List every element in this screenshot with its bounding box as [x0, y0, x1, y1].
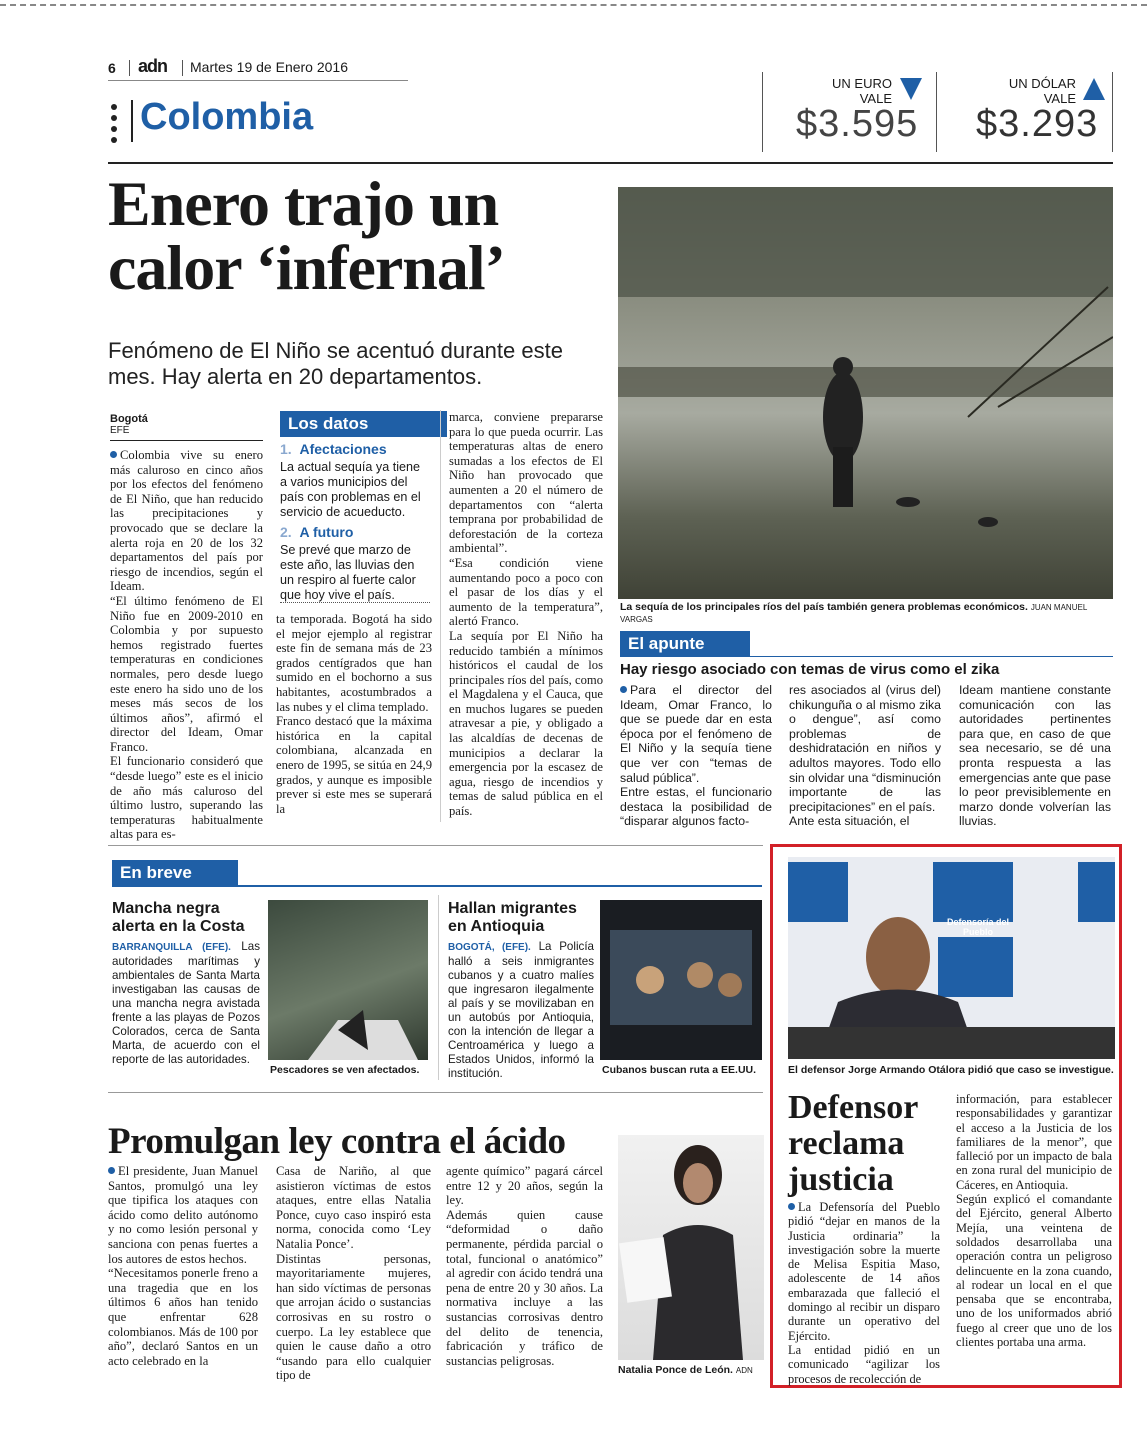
river-photo-scene — [618, 187, 1113, 599]
acido-headline: Promulgan ley contra el ácido — [108, 1121, 566, 1162]
page-number: 6 — [108, 60, 116, 76]
breve-2-headline: Hallan migrantes en Antioquia — [448, 900, 577, 935]
arrow-down-icon — [900, 78, 922, 100]
bullet-icon — [108, 1167, 115, 1174]
rule — [620, 656, 1113, 657]
defensor-photo — [788, 857, 1115, 1059]
press-conference-scene — [788, 857, 1115, 1059]
breve-2-text: BOGOTÁ, (EFE). La Policía halló a seis inmigrantes cubanos y a cuatro malíes que ingresaron ilegalmente al país y se movilizaban en un autobús por Antioquia, con la intención de llegar a Centroamérica y luego a Estados Unidos, informó la institución. — [448, 940, 594, 1080]
defensor-col-2: información, para establecer responsabilidades y garantizar el acceso a la Justicia de los familiares de la menor”, que falleció por un impacto de bala en zona rural del municipio de Cáceres, en Antioquia. Según explicó el comandante del Ejército, general Alberto Mejía, una veintena de soldados desarrollaba una operación contra un peligroso delincuente en la zona cuando, al rodear un local en el que pensaba que se encontraba, uno de los uniformados abrió fuego al creer que uno de los clientes portaba una arma. — [956, 1092, 1112, 1350]
divider — [936, 72, 937, 152]
defensor-col-1: La Defensoría del Pueblo pidió “dejar en manos de la Justicia ordinaria” la investigación sobre la muerte de Melisa Espitia Maso, adolescente de 14 años embarazada que falleció el domingo al recibir un disparo durante un operativo del Ejército. La entidad pidió en un comunicado “agilizar los procesos de recolección de — [788, 1200, 940, 1386]
apunte-col-1: Para el director del Ideam, Omar Franco, lo que se puede dar en esta época por el fenómeno de El Niño y la sequía tiene que ver con “temas de salud pública”. Entre estas, el funcionario destaca la posibilidad de “disparar algunos facto- — [620, 683, 772, 829]
rule — [112, 885, 762, 887]
main-col-1: Colombia vive su enero más caluroso en cinco años por los efectos del fenómeno de El Niño, que han reducido las precipitaciones y provocado que se declare la alerta roja en 20 de los 32 departamentos del país por riesgo de incendios, según el Ideam. “El último fenómeno de El Niño fue en 2009-2010 en Colombia y por supuesto hemos registrado fuertes temperaturas en condiciones normales, pero desde luego este enero ha sido uno de los meses más secos de los últimos años”, afirmó el director del Ideam, Omar Franco. El funcionario consideró que “desde luego” este es el inicio de año más caluroso del último lustro, superando las temperaturas habitualmente altas para es- — [110, 448, 263, 842]
apunte-col-3: Ideam mantiene constante comunicación con las autoridades pertinentes para que, en caso de que sea necesario, se dé una pronta respuesta a las emergencias ante que pase lo peor previsiblemente en marzo donde volverían las lluvias. — [959, 683, 1111, 829]
breve-1-caption: Pescadores se ven afectados. — [270, 1064, 420, 1076]
section-rule — [108, 845, 763, 846]
byline-city: Bogotá — [110, 413, 148, 425]
header-rule — [108, 162, 1113, 164]
arrow-up-icon — [1083, 78, 1105, 100]
natalia-photo — [618, 1135, 764, 1360]
euro-value: $3.595 — [796, 103, 919, 145]
main-subhead: Fenómeno de El Niño se acentuó durante este mes. Hay alerta en 20 departamentos. — [108, 338, 563, 389]
bullet-icon — [620, 686, 627, 693]
dolar-label: UN DÓLAR VALE — [1008, 76, 1076, 106]
rule — [110, 440, 263, 441]
scan-edge — [0, 4, 1147, 6]
rule — [108, 80, 408, 81]
divider — [131, 100, 133, 142]
euro-label: UN EURO VALE — [832, 76, 892, 106]
datos-item-2-title: 2. A futuro — [280, 524, 354, 540]
bullet-icon — [788, 1203, 795, 1210]
bullet-icon — [110, 451, 117, 458]
divider — [762, 72, 763, 152]
datos-title: Los datos — [280, 411, 447, 437]
byline-agency: EFE — [110, 425, 130, 436]
apunte-col-2: res asociados al (virus del) chikunguña o al mismo zika o dengue”, así como problemas de deshidratación en niños y adultos mayores. Todo ello sin olvidar una “disminución importante de las precipitaciones” en el país. Ante esta situación, el — [789, 683, 941, 829]
acido-col-1: El presidente, Juan Manuel Santos, promulgó una ley que tipifica los ataques con ácido como delito autónomo y no como lesión personal y sanciona con penas fuertes a los autores de estos hechos. “Necesitamos ponerle freno a una tragedia que en los últimos 6 años han tenido que enfrentar 628 colombianos. Más de 100 por año”, declaró Santos en un acto celebrado en la — [108, 1164, 258, 1368]
section-rule — [108, 1092, 763, 1093]
divider — [182, 60, 183, 76]
column-rule — [438, 895, 439, 1080]
dolar-value: $3.293 — [976, 103, 1099, 145]
main-col-3: marca, conviene prepararse para lo que pueda ocurrir. Las temperaturas altas de enero sumadas a los efectos de El Niño han provocado que aumenten a 20 el número de departamentos con “alerta temprana por probabilidad de deforestación de la corteza ambiental”. “Esa condición viene aumentando poco a poco con el pasar de los días y el aumento de la temperatura”, alertó Franco. La sequía por El Niño ha reducido también a mínimos históricos el caudal de los principales ríos del país, como el Magdalena y el Cauca, que en muchos lugares se pueden atravesar a pie, y obligado a las alcaldías de decenas de municipios a declarar la emergencia por la escasez de agua, riesgo de incendios y temas de salud pública en el país. — [449, 410, 603, 819]
acido-col-3: agente químico” pagará cárcel entre 12 y 20 años, según la ley. Además quien cause “deformidad o daño permanente, pérdida parcial o total, funcional o anatómico” al agredir con ácido tendrá una pena de entre 20 y 30 años. La normativa incluye a las sustancias corrosivas dentro del delito de tenencia, fabricación y tráfico de sustancias peligrosas. — [446, 1164, 603, 1368]
defensoria-banner: Defensoría del Pueblo — [946, 917, 1010, 937]
datos-item-2-text: Se prevé que marzo de este año, las lluvias den un respiro al fuerte calor que hoy vive el país. — [280, 543, 416, 602]
breve-title: En breve — [112, 860, 238, 886]
breve-1-text: BARRANQUILLA (EFE). Las autoridades marítimas y ambientales de Santa Marta investigaban las causas de una mancha negra avistada frente a las playas de Pozos Colorados, cerca de Santa Marta, de acuerdo con el reporte de las autoridades. — [112, 940, 260, 1066]
main-headline: Enero trajo un calor ‘infernal’ — [108, 168, 505, 303]
breve-2-caption: Cubanos buscan ruta a EE.UU. — [602, 1064, 757, 1076]
datos-item-1-title: 1. Afectaciones — [280, 441, 387, 457]
defensor-caption: El defensor Jorge Armando Otálora pidió que caso se investigue. — [788, 1064, 1114, 1076]
bus-migrants-photo — [600, 900, 762, 1060]
section-title: Colombia — [140, 96, 314, 138]
issue-date: Martes 19 de Enero 2016 — [190, 59, 348, 75]
acido-caption: Natalia Ponce de León. ADN — [618, 1364, 753, 1376]
photo-caption: La sequía de los principales ríos del país también genera problemas económicos. JUAN MANUEL VARGAS — [620, 601, 1087, 624]
rule — [280, 602, 430, 603]
bus-window-scene — [600, 900, 762, 1060]
divider — [1112, 72, 1113, 152]
divider — [129, 60, 130, 76]
apunte-headline: Hay riesgo asociado con temas de virus como el zika — [620, 661, 1000, 678]
column-rule — [440, 410, 441, 822]
river-photo — [618, 187, 1113, 599]
speaker-scene — [618, 1135, 764, 1360]
black-stain-photo — [268, 900, 428, 1060]
boat-scene — [268, 900, 428, 1060]
defensor-headline: Defensor reclama justicia — [788, 1089, 919, 1198]
datos-item-1-text: La actual sequía ya tiene a varios municipios del país con problemas en el servicio de acueducto. — [280, 460, 421, 519]
brand-logo: adn — [138, 56, 168, 76]
main-col-2: ta temporada. Bogotá ha sido el mejor ejemplo al registrar este fin de semana más de 23 grados centígrados que han sumido en el bochorno a sus habitantes, acostumbrados a las nubes y el clima templado. Franco destacó que la máxima histórica en la capital colombiana, alcanzada en enero de 1995, se sitúa en 24,9 grados, y aunque es imposible prever si este mes se superará la — [276, 612, 432, 816]
breve-1-headline: Mancha negra alerta en la Costa — [112, 900, 245, 935]
acido-col-2: Casa de Nariño, al que asistieron víctimas de estos ataques, entre ellas Natalia Ponce, cuyo caso inspiró esta norma, conocida como ‘Ley Natalia Ponce’. Distintas personas, mayoritariamente mujeres, han sido víctimas de personas que arrojan ácido o sustancias corrosivas en su rostro o cuerpo. La ley establece que quien le cause daño a otro “usando para ello cualquier tipo de — [276, 1164, 431, 1383]
section-dots-icon — [111, 104, 117, 148]
apunte-title: El apunte — [620, 631, 750, 657]
